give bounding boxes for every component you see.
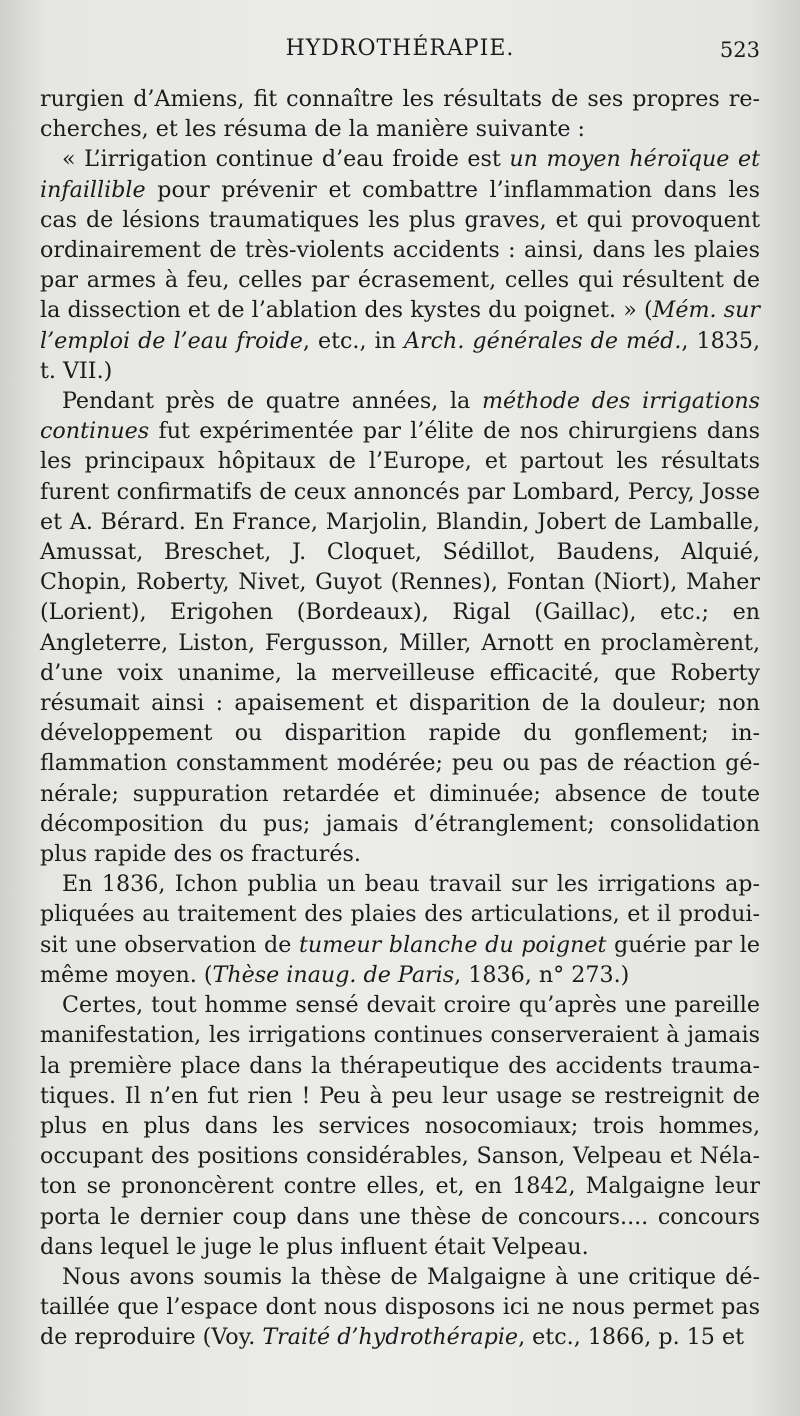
text-run: guérie par le même moyen. ( [40, 931, 760, 988]
running-head [40, 36, 760, 70]
text-run: Pendant près de quatre années, la [62, 388, 482, 415]
italic-text: méthode des irrigations continues [40, 388, 761, 445]
text-run: , 1835, t. VII.) [40, 327, 760, 384]
italic-text: tumeur blanche du poignet [298, 931, 607, 958]
running-head-title: HYDROTHÉRAPIE. [285, 36, 515, 61]
text-run: fut expérimentée par l’élite de nos chirurgiens dans les principaux hôpitaux de l’Europe, et partout les résultats furent confirmatifs de ceux annoncés par Lombard, Percy, Josse et A. Bérard. En France, Marjolin, Blandin, Jobert de Lamballe, Amussat, Breschet, J. Cloquet, Sédillot, Baudens, Alquié, Chopin, Roberty, Nivet, Guyot (Rennes), Fontan (Niort), Maher (Lorient), Erigohen (Bordeaux), Rigal (Gaillac), etc.; en Angleterre, Liston, Fergusson, Miller, Arnott en proclamèrent, d’une voix unanime, la merveilleuse efficacité, que Roberty résumait ainsi : apaisement et disparition de la douleur; non développement ou disparition rapide du gonflement; inflammation constamment modérée; peu ou pas de réaction générale; suppuration retardée et diminuée; absence de toute décomposition du pus; jamais d’étranglement; consolidation plus rapide des os fracturés. [40, 418, 760, 868]
text-run: Certes, tout homme sensé devait croire qu’après une pareille manifestation, les irrigations continues conserveraient à jamais la première place dans la thérapeutique des accidents traumatiques. Il n’en fut rien ! Peu à peu leur usage se restreignit de plus en plus dans les services nosocomiaux; trois hommes, occupant des positions considérables, Sanson, Velpeau et Nélaton se prononcèrent contre elles, et, en 1842, Malgaigne leur porta le dernier coup dans une thèse de concours.... concours dans lequel le juge le plus influent était Velpeau. [40, 992, 760, 1260]
text-run: Nous avons soumis la thèse de Malgaigne à une critique détaillée que l’espace dont nous disposons ici ne nous permet pas de reproduire (Voy. [40, 1263, 760, 1351]
paragraph [40, 84, 760, 144]
paragraph [40, 1262, 760, 1353]
italic-text: un moyen héroïque et infaillible [40, 146, 761, 203]
text-run: , etc., 1866, p. 15 et [518, 1324, 745, 1351]
text-run: pour prévenir et combattre l’inflammation dans les cas de lésions traumatiques les plus graves, et qui provoquent ordinairement de très-violents accidents : ainsi, dans les plaies par armes à feu, celles par écrasement, celles qui résultent de la dissection et de l’ablation des kystes du poignet. » ( [40, 176, 760, 324]
paragraph [40, 144, 760, 386]
text-run: En 1836, Ichon publia un beau travail sur les irrigations appliquées au traitement des plaies des articulations, et il produisit une observation de [40, 871, 760, 958]
page-number: 523 [719, 38, 760, 62]
text-run: rurgien d’Amiens, fit connaître les résultats de ses propres recherches, et les résuma de la manière suivante : [40, 86, 760, 143]
paragraph [40, 869, 760, 990]
text-run: , etc., in [302, 327, 404, 354]
paragraph [40, 386, 760, 869]
body-text [40, 84, 760, 1353]
italic-text: Traité d’hydrothérapie [262, 1324, 519, 1351]
paragraph [40, 990, 760, 1262]
italic-text: Arch. générales de méd. [403, 327, 682, 354]
italic-text: Thèse inaug. de Paris [212, 961, 455, 988]
italic-text: Mém. sur l’emploi de l’eau froide [40, 297, 761, 354]
text-run: , 1836, n° 273.) [454, 961, 630, 988]
text-run: « L’irrigation continue d’eau froide est [62, 146, 510, 173]
